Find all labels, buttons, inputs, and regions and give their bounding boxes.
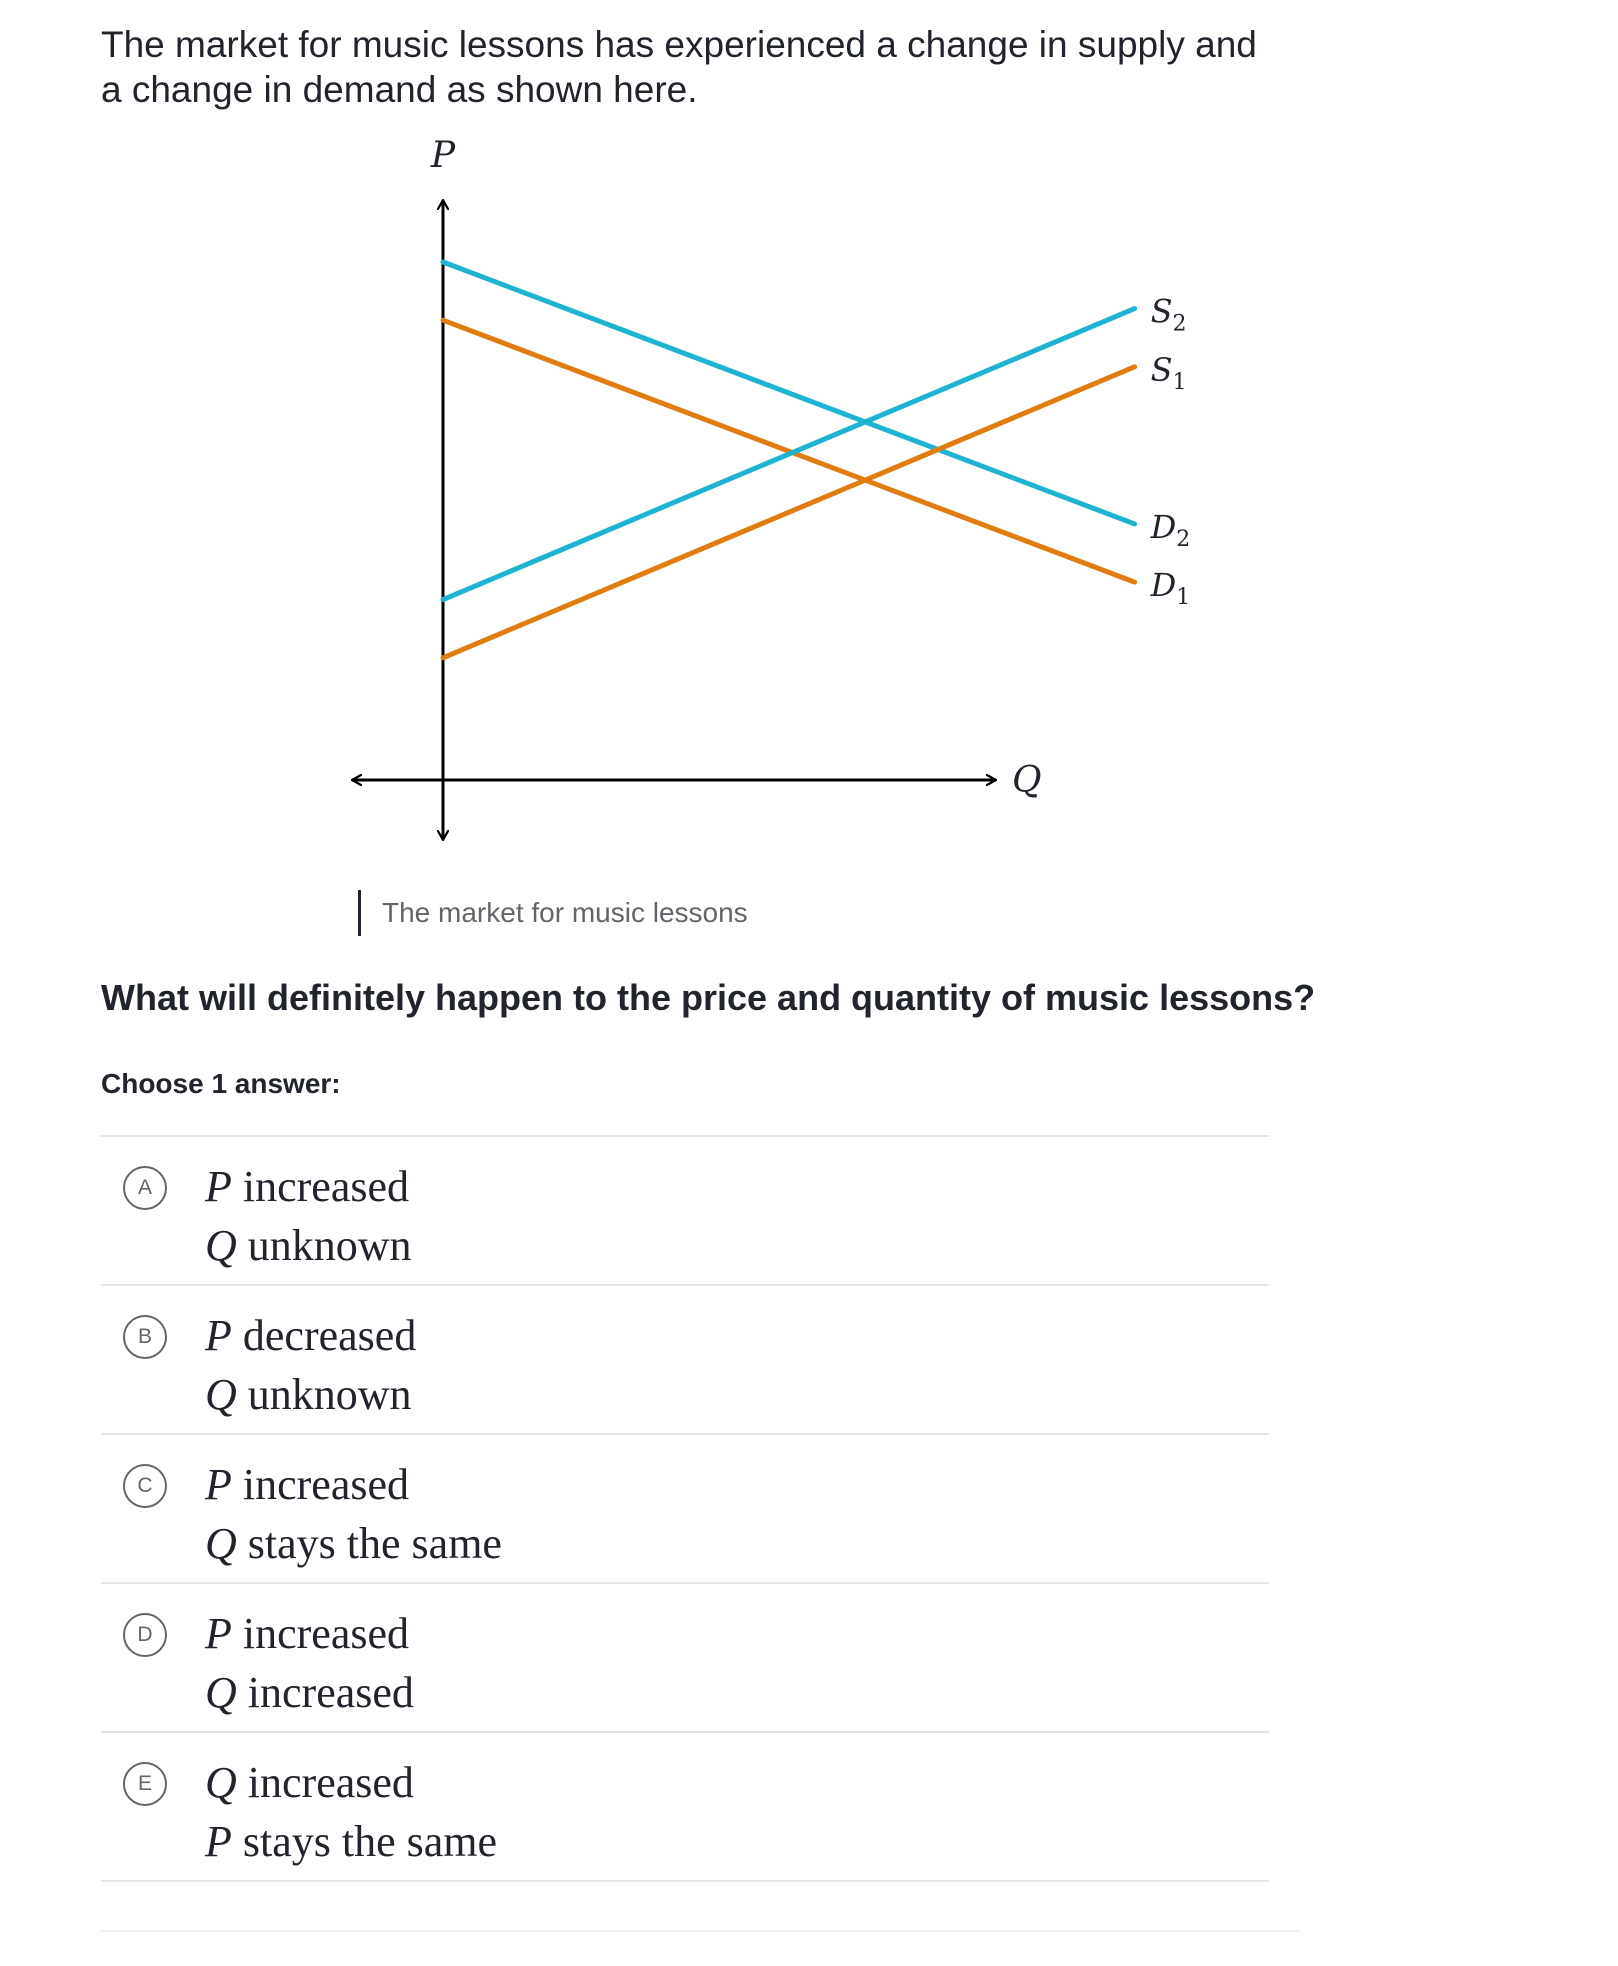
choice-e-variable-1: Q: [205, 1758, 237, 1807]
bottom-divider: [101, 1930, 1299, 1932]
answer-choices: [101, 1135, 1269, 1882]
curve-s2: [443, 309, 1135, 600]
choice-b-variable-2: Q: [205, 1370, 237, 1419]
choice-letter-d: D: [123, 1613, 167, 1657]
choice-d-variable-2: Q: [205, 1668, 237, 1717]
choice-d-value-2: increased: [236, 1668, 414, 1717]
choice-text-a: [205, 1157, 412, 1275]
choice-text-d: [205, 1604, 414, 1722]
choice-a-variable-1: P: [205, 1162, 232, 1211]
question-prompt: The market for music lessons has experienced a change in supply and a change in demand as shown here.: [101, 24, 1257, 110]
choice-letter-e: E: [123, 1762, 167, 1806]
choice-a-variable-2: Q: [205, 1221, 237, 1270]
choice-e[interactable]: [101, 1733, 1269, 1882]
curve-label-s1: $S_1$: [1150, 350, 1187, 395]
curve-label-d2: $D_2$: [1150, 507, 1191, 552]
choice-text-b: [205, 1306, 416, 1424]
choice-d-variable-1: P: [205, 1609, 232, 1658]
choice-b-value-1: decreased: [231, 1311, 417, 1360]
curve-d1: [443, 320, 1135, 582]
choice-c-value-2: stays the same: [236, 1519, 502, 1568]
answer-instruction: Choose 1 answer:: [101, 1068, 341, 1099]
choice-letter-a: A: [123, 1166, 167, 1210]
choice-a[interactable]: [101, 1137, 1269, 1286]
choice-text-c: [205, 1455, 502, 1573]
choice-c-variable-2: Q: [205, 1519, 237, 1568]
choice-b[interactable]: [101, 1286, 1269, 1435]
choice-a-value-1: increased: [231, 1162, 410, 1211]
choice-a-value-2: unknown: [236, 1221, 412, 1270]
price-axis-label: P: [430, 135, 456, 176]
choice-d[interactable]: [101, 1584, 1269, 1733]
quantity-axis-label: Q: [1012, 760, 1042, 801]
choice-letter-c: C: [123, 1464, 167, 1508]
supply-demand-graph: [0, 0, 1618, 900]
choice-e-value-2: stays the same: [231, 1817, 498, 1866]
choice-b-variable-1: P: [205, 1311, 232, 1360]
choice-text-e: [205, 1753, 497, 1871]
choice-c-variable-1: P: [205, 1460, 232, 1509]
curve-label-s2: $S_2$: [1150, 292, 1187, 337]
choice-letter-b: B: [123, 1315, 167, 1359]
curve-d2: [443, 262, 1135, 524]
choice-c[interactable]: [101, 1435, 1269, 1584]
choice-b-value-2: unknown: [236, 1370, 412, 1419]
question-text: What will definitely happen to the price and quantity of music lessons?: [101, 977, 1316, 1018]
choice-d-value-1: increased: [231, 1609, 410, 1658]
curve-label-d1: $D_1$: [1150, 566, 1191, 611]
curve-s1: [443, 367, 1135, 658]
choice-c-value-1: increased: [231, 1460, 410, 1509]
choice-e-variable-2: P: [205, 1817, 232, 1866]
graph-caption: The market for music lessons: [358, 890, 748, 936]
choice-e-value-1: increased: [236, 1758, 414, 1807]
